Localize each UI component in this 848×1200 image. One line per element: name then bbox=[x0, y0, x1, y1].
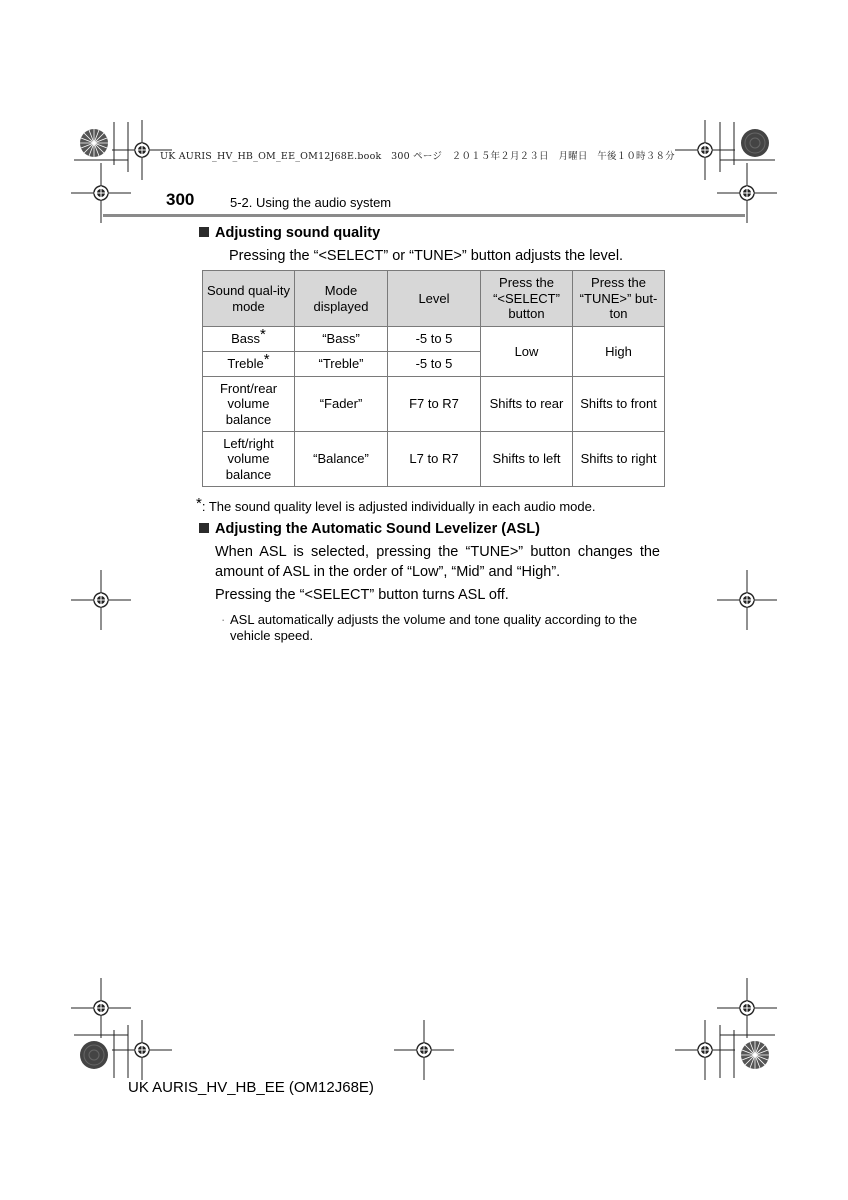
square-bullet-icon bbox=[199, 523, 209, 533]
footnote-star: * bbox=[196, 495, 202, 512]
cell-displayed: “Fader” bbox=[295, 377, 388, 432]
table-footnote bbox=[196, 495, 596, 515]
sound-quality-heading-text: Adjusting sound quality bbox=[215, 225, 381, 241]
table-row bbox=[203, 432, 665, 487]
page-number: 300 bbox=[166, 190, 195, 209]
cell-displayed: “Bass” bbox=[295, 327, 388, 352]
cell-level: -5 to 5 bbox=[388, 327, 481, 352]
cell-level: F7 to R7 bbox=[388, 377, 481, 432]
section-title: 5-2. Using the audio system bbox=[230, 195, 392, 210]
col-header-displayed: Mode displayed bbox=[295, 271, 388, 327]
asl-note bbox=[221, 612, 660, 644]
header-rule bbox=[103, 214, 745, 217]
cell-select: Shifts to rear bbox=[481, 377, 573, 432]
cell-displayed: “Balance” bbox=[295, 432, 388, 487]
cell-select: Low bbox=[481, 327, 573, 377]
table-row bbox=[203, 377, 665, 432]
cell-mode-text: Treble bbox=[227, 356, 264, 372]
col-header-tune: Press the “TUNE>” but-ton bbox=[573, 271, 665, 327]
cell-mode bbox=[203, 352, 295, 377]
print-info-line: UK AURIS_HV_HB_OM_EE_OM12J68E.book 300 ページ ２０１５年２月２３日 月曜日 午後１０時３８分 bbox=[160, 151, 675, 162]
cell-level: L7 to R7 bbox=[388, 432, 481, 487]
asl-heading bbox=[199, 521, 540, 537]
cell-level: -5 to 5 bbox=[388, 352, 481, 377]
square-bullet-icon bbox=[199, 227, 209, 237]
asl-paragraph-1: When ASL is selected, pressing the “TUNE>” button changes the amount of ASL in the order of “Low”, “Mid” and “High”. bbox=[215, 544, 660, 580]
cell-mode bbox=[203, 327, 295, 352]
col-header-select: Press the “<SELECT” button bbox=[481, 271, 573, 327]
col-header-mode: Sound qual-ity mode bbox=[203, 271, 295, 327]
sound-quality-table bbox=[202, 270, 665, 487]
cell-select: Shifts to left bbox=[481, 432, 573, 487]
star-mark: * bbox=[263, 351, 270, 369]
asl-note-text: ASL automatically adjusts the volume and tone quality according to the vehicle speed. bbox=[230, 612, 638, 643]
asl-paragraph-2: Pressing the “<SELECT” button turns ASL off. bbox=[215, 587, 509, 603]
sound-quality-heading bbox=[199, 225, 380, 241]
asl-heading-text: Adjusting the Automatic Sound Levelizer (ASL) bbox=[215, 521, 540, 537]
table-row bbox=[203, 327, 665, 352]
footer-model-code: UK AURIS_HV_HB_EE (OM12J68E) bbox=[128, 1079, 374, 1096]
col-header-level: Level bbox=[388, 271, 481, 327]
cell-displayed: “Treble” bbox=[295, 352, 388, 377]
cell-mode-text: Bass bbox=[231, 331, 261, 347]
footnote-text: : The sound quality level is adjusted individually in each audio mode. bbox=[201, 499, 596, 514]
table-header-row bbox=[203, 271, 665, 327]
cell-tune: High bbox=[573, 327, 665, 377]
cell-tune: Shifts to right bbox=[573, 432, 665, 487]
cell-tune: Shifts to front bbox=[573, 377, 665, 432]
star-mark: * bbox=[260, 326, 266, 344]
sound-quality-intro: Pressing the “<SELECT” or “TUNE>” button adjusts the level. bbox=[229, 248, 624, 264]
cell-mode: Left/right volume balance bbox=[203, 432, 295, 487]
cell-mode: Front/rear volume balance bbox=[203, 377, 295, 432]
note-bullet-icon: · bbox=[221, 612, 226, 627]
